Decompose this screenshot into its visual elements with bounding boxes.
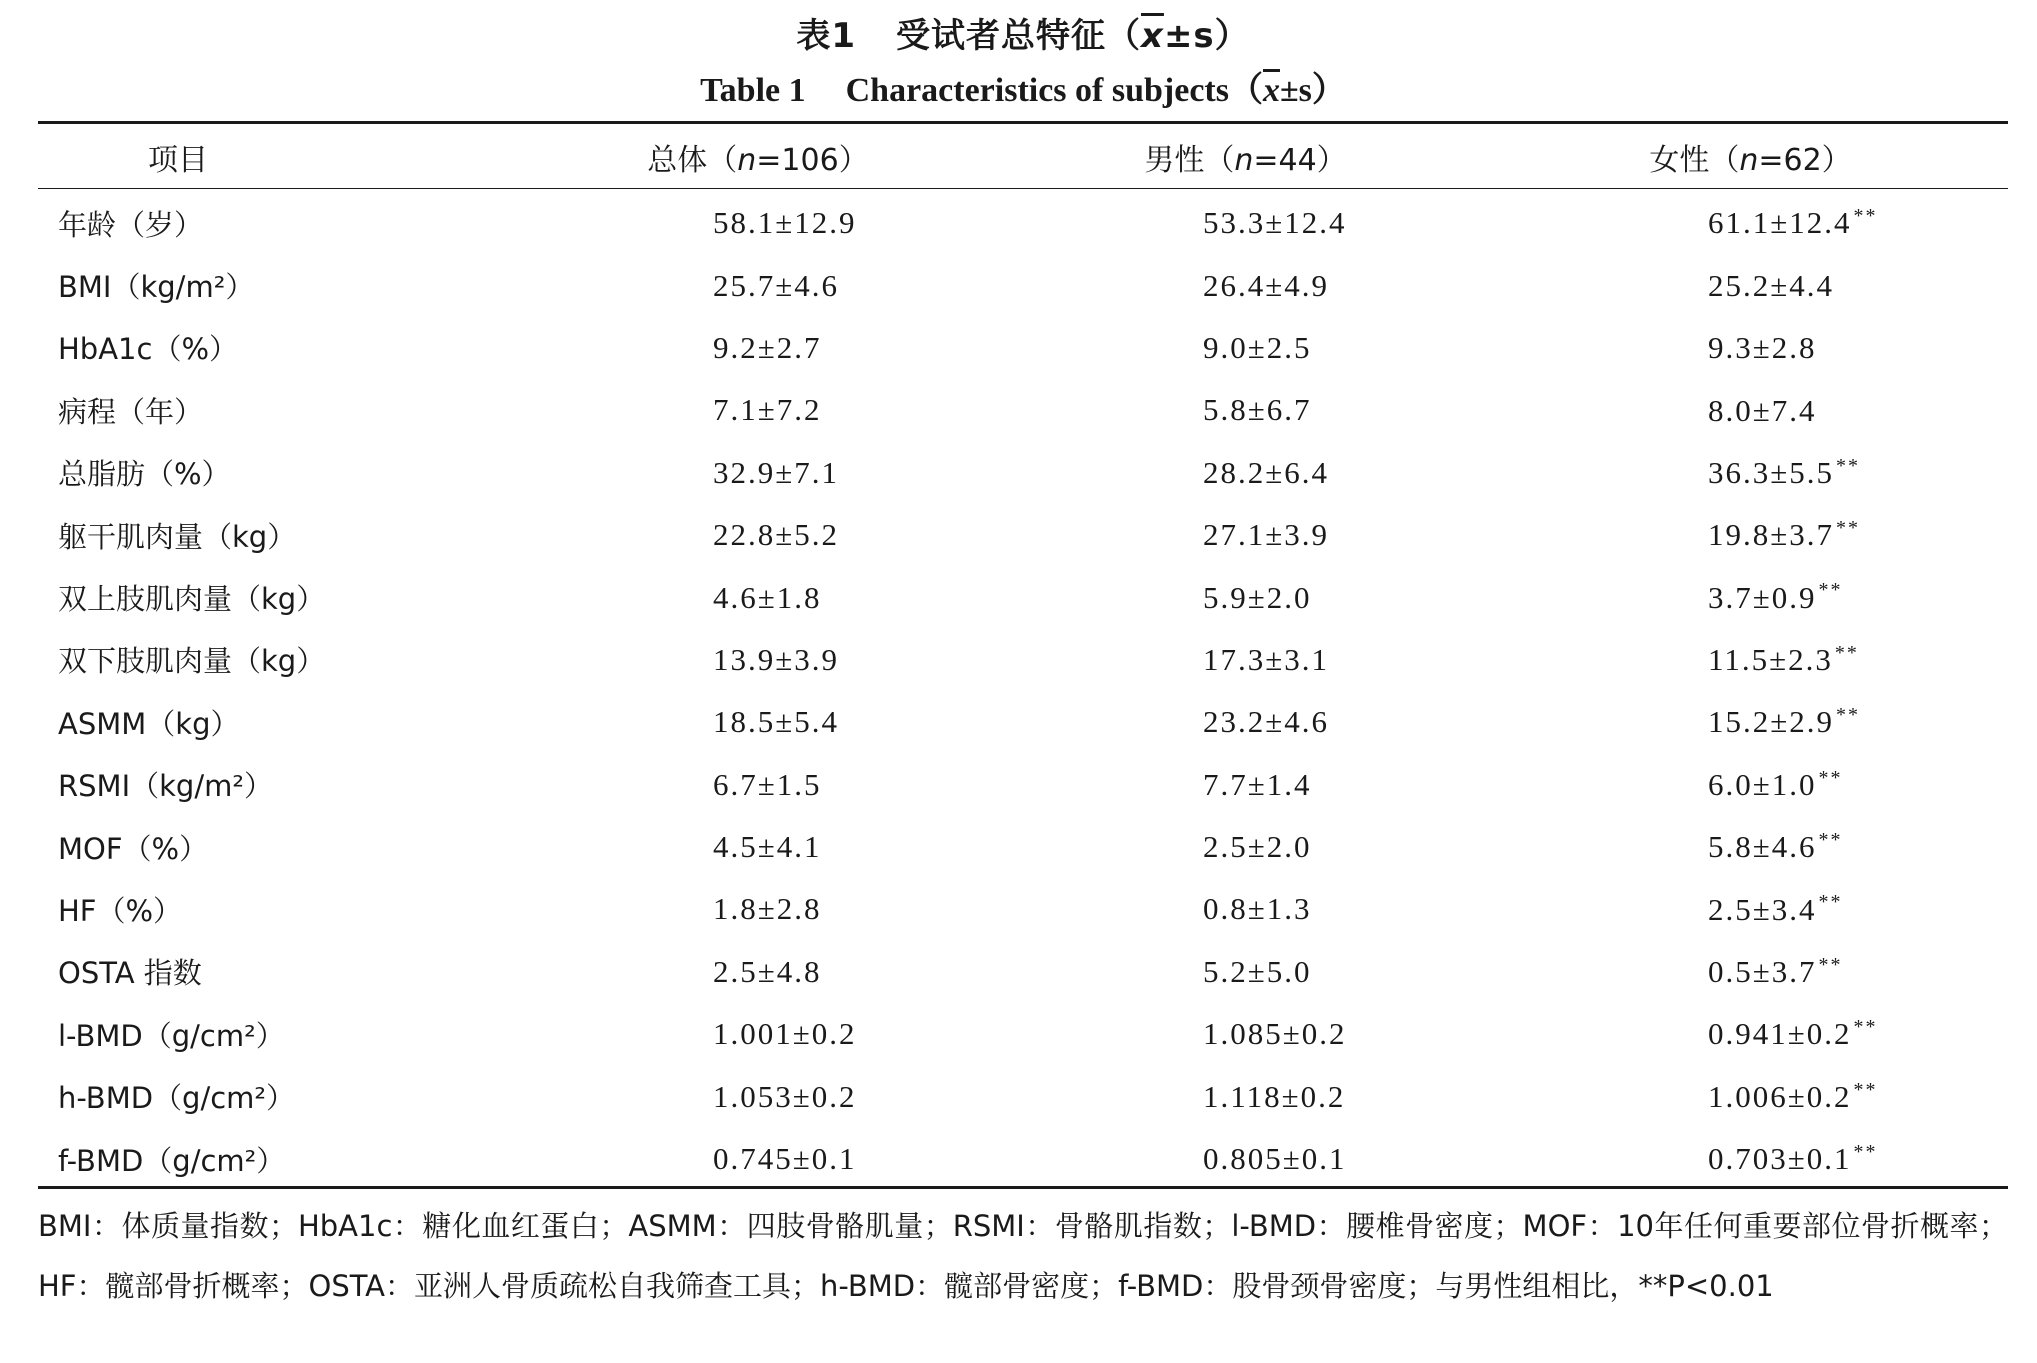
table-title-english [38, 62, 2008, 111]
cell-male [998, 816, 1493, 878]
significance-marker: ** [1853, 205, 1878, 228]
row-item: l-BMD（g/cm²） [58, 1018, 285, 1053]
cell-total-value: 22.8±5.2 [713, 517, 840, 553]
cell-female-value: 9.3±2.8 [1708, 330, 1817, 366]
header-female-n: n [1739, 143, 1759, 178]
header-male-label: 男性（ [1144, 143, 1235, 178]
header-female-label: 女性（ [1649, 143, 1740, 178]
cell-female-value: 8.0±7.4 [1708, 392, 1817, 428]
cell-male [998, 254, 1493, 316]
row-item: 双上肢肌肉量（kg） [58, 582, 326, 617]
cell-male [998, 691, 1493, 753]
significance-marker: ** [1836, 454, 1861, 477]
row-item: f-BMD（g/cm²） [58, 1143, 286, 1178]
cell-female [1493, 629, 2008, 691]
cell-total [518, 1128, 998, 1190]
cell-male-value: 28.2±6.4 [1203, 454, 1330, 490]
significance-marker: ** [1853, 1078, 1878, 1101]
cell-female [1493, 504, 2008, 566]
cell-male-value: 5.9±2.0 [1203, 579, 1312, 615]
cell-total [518, 254, 998, 316]
cell-male-value: 1.085±0.2 [1203, 1016, 1347, 1052]
row-item: HbA1c（%） [58, 332, 239, 367]
row-item: h-BMD（g/cm²） [58, 1081, 296, 1116]
row-item: OSTA 指数 [58, 956, 202, 991]
cell-male [998, 442, 1493, 504]
cell-total-value: 32.9±7.1 [713, 454, 840, 490]
cell-total [518, 504, 998, 566]
cell-total-value: 7.1±7.2 [713, 392, 822, 428]
header-total-label: 总体（ [647, 143, 738, 178]
cell-female-value: 36.3±5.5 [1708, 454, 1835, 490]
cell-total-value: 1.001±0.2 [713, 1016, 857, 1052]
cell-male [998, 566, 1493, 628]
row-item: ASMM（kg） [58, 706, 240, 741]
header-male-n: n [1234, 143, 1254, 178]
cell-male-value: 2.5±2.0 [1203, 829, 1312, 865]
significance-marker: ** [1818, 766, 1843, 789]
cell-female [1493, 254, 2008, 316]
table-row [38, 254, 2008, 316]
row-item: BMI（kg/m²） [58, 270, 255, 305]
cell-total-value: 2.5±4.8 [713, 953, 822, 989]
cell-female-value: 2.5±3.4 [1708, 891, 1817, 927]
cell-total [518, 379, 998, 441]
cell-total-value: 13.9±3.9 [713, 641, 840, 677]
significance-marker: ** [1818, 828, 1843, 851]
cell-male-value: 0.805±0.1 [1203, 1141, 1347, 1177]
cell-male-value: 23.2±4.6 [1203, 704, 1330, 740]
row-item: HF（%） [58, 893, 183, 928]
significance-marker: ** [1853, 1016, 1878, 1039]
cell-total [518, 1003, 998, 1065]
cell-total-value: 0.745±0.1 [713, 1141, 857, 1177]
table-row [38, 1065, 2008, 1127]
table-row [38, 379, 2008, 441]
cell-total-value: 4.5±4.1 [713, 829, 822, 865]
cell-male [998, 186, 1493, 254]
cell-female-value: 19.8±3.7 [1708, 517, 1835, 553]
cell-female-value: 0.941±0.2 [1708, 1016, 1852, 1052]
cell-male [998, 317, 1493, 379]
cell-total [518, 878, 998, 940]
table-title-chinese [38, 8, 2008, 57]
cell-female [1493, 379, 2008, 441]
table-row [38, 754, 2008, 816]
cell-female-value: 6.0±1.0 [1708, 766, 1817, 802]
cell-male-value: 53.3±12.4 [1203, 205, 1347, 241]
table-body [38, 186, 2008, 1190]
cell-female-value: 3.7±0.9 [1708, 579, 1817, 615]
cell-total [518, 816, 998, 878]
header-male [998, 128, 1493, 186]
row-item: 年龄（岁） [58, 207, 204, 242]
characteristics-table [38, 128, 2008, 1190]
table-row [38, 504, 2008, 566]
cell-male [998, 629, 1493, 691]
cell-female-value: 0.5±3.7 [1708, 954, 1817, 990]
cell-total-value: 1.8±2.8 [713, 891, 822, 927]
header-male-count: =44） [1253, 143, 1347, 178]
row-item: 双下肢肌肉量（kg） [58, 644, 326, 679]
mean-symbol: $\overline{x}$ [1141, 16, 1164, 56]
cell-total-value: 18.5±5.4 [713, 704, 840, 740]
cell-total [518, 629, 998, 691]
table-number-english: Table 1 [700, 72, 806, 109]
cell-female [1493, 754, 2008, 816]
cell-female [1493, 566, 2008, 628]
cell-female-value: 1.006±0.2 [1708, 1078, 1852, 1114]
cell-female-value: 11.5±2.3 [1708, 642, 1833, 678]
cell-female [1493, 1065, 2008, 1127]
cell-male [998, 1065, 1493, 1127]
sd-symbol: ±s） [1279, 72, 1346, 109]
mean-symbol: $\overline{x}$ [1262, 72, 1280, 109]
table-top-rule [38, 121, 2008, 124]
row-item: 躯干肌肉量（kg） [58, 519, 297, 554]
cell-female [1493, 317, 2008, 379]
header-total-count: =106） [756, 143, 869, 178]
cell-total-value: 1.053±0.2 [713, 1078, 857, 1114]
table-title-english-text: Characteristics of subjects（ [845, 72, 1263, 109]
cell-total [518, 442, 998, 504]
table-row [38, 691, 2008, 753]
table-row [38, 941, 2008, 1003]
cell-female-value: 5.8±4.6 [1708, 829, 1817, 865]
cell-male [998, 1003, 1493, 1065]
table-row [38, 566, 2008, 628]
cell-female-value: 25.2±4.4 [1708, 267, 1835, 303]
row-item: 总脂肪（%） [58, 457, 231, 492]
significance-marker: ** [1836, 704, 1861, 727]
cell-male-value: 26.4±4.9 [1203, 267, 1330, 303]
table-row [38, 442, 2008, 504]
cell-total [518, 691, 998, 753]
table-row [38, 186, 2008, 254]
cell-male [998, 504, 1493, 566]
header-female-count: =62） [1758, 143, 1852, 178]
table-number-chinese: 表1 [796, 16, 856, 56]
table-row [38, 816, 2008, 878]
cell-male-value: 0.8±1.3 [1203, 891, 1312, 927]
row-item: 病程（年） [58, 394, 204, 429]
cell-male-value: 1.118±0.2 [1203, 1078, 1346, 1114]
cell-male-value: 27.1±3.9 [1203, 517, 1330, 553]
cell-male-value: 5.8±6.7 [1203, 392, 1312, 428]
header-total [518, 128, 998, 186]
cell-male [998, 941, 1493, 1003]
cell-total [518, 754, 998, 816]
table-title-chinese-text: 受试者总特征（ [896, 16, 1141, 56]
cell-total-value: 4.6±1.8 [713, 579, 822, 615]
cell-male [998, 1128, 1493, 1190]
table-header-row [38, 128, 2008, 186]
row-item: RSMI（kg/m²） [58, 769, 273, 804]
header-item-label: 项目 [148, 143, 208, 178]
significance-marker: ** [1818, 953, 1843, 976]
cell-female [1493, 878, 2008, 940]
cell-male-value: 7.7±1.4 [1203, 766, 1312, 802]
significance-marker: ** [1834, 641, 1859, 664]
cell-male [998, 754, 1493, 816]
cell-total [518, 1065, 998, 1127]
header-item [38, 128, 518, 186]
table-row [38, 878, 2008, 940]
cell-female-value: 0.703±0.1 [1708, 1141, 1852, 1177]
table-row [38, 629, 2008, 691]
cell-female [1493, 1003, 2008, 1065]
cell-female-value: 61.1±12.4 [1708, 205, 1852, 241]
cell-total [518, 941, 998, 1003]
cell-female [1493, 1128, 2008, 1190]
cell-female [1493, 186, 2008, 254]
cell-male [998, 878, 1493, 940]
significance-marker: ** [1853, 1140, 1878, 1163]
header-total-n: n [737, 143, 757, 178]
significance-marker: ** [1836, 516, 1861, 539]
cell-total [518, 317, 998, 379]
cell-female [1493, 691, 2008, 753]
sd-symbol: ±s） [1163, 16, 1250, 56]
cell-total-value: 58.1±12.9 [713, 205, 857, 241]
cell-female [1493, 816, 2008, 878]
significance-marker: ** [1818, 579, 1843, 602]
table-row [38, 1003, 2008, 1065]
cell-total-value: 25.7±4.6 [713, 267, 840, 303]
table-footnote: BMI：体质量指数；HbA1c：糖化血红蛋白；ASMM：四肢骨骼肌量；RSMI：骨骼肌指数；l-BMD：腰椎骨密度；MOF：10年任何重要部位骨折概率；HF：髋部骨折概率；OSTA：亚洲人骨质疏松自我筛查工具；h-BMD：髋部骨密度；f-BMD：股骨颈骨密度；与男性组相比，**P<0.01 [38, 1209, 2008, 1303]
cell-male-value: 5.2±5.0 [1203, 953, 1312, 989]
cell-female [1493, 941, 2008, 1003]
cell-male [998, 379, 1493, 441]
cell-male-value: 17.3±3.1 [1203, 641, 1330, 677]
cell-female [1493, 442, 2008, 504]
row-item: MOF（%） [58, 831, 209, 866]
table-row [38, 317, 2008, 379]
cell-total [518, 186, 998, 254]
table-row [38, 1128, 2008, 1190]
significance-marker: ** [1818, 891, 1843, 914]
cell-female-value: 15.2±2.9 [1708, 704, 1835, 740]
cell-male-value: 9.0±2.5 [1203, 329, 1312, 365]
cell-total-value: 9.2±2.7 [713, 329, 822, 365]
cell-total-value: 6.7±1.5 [713, 766, 822, 802]
header-female [1493, 128, 2008, 186]
cell-total [518, 566, 998, 628]
